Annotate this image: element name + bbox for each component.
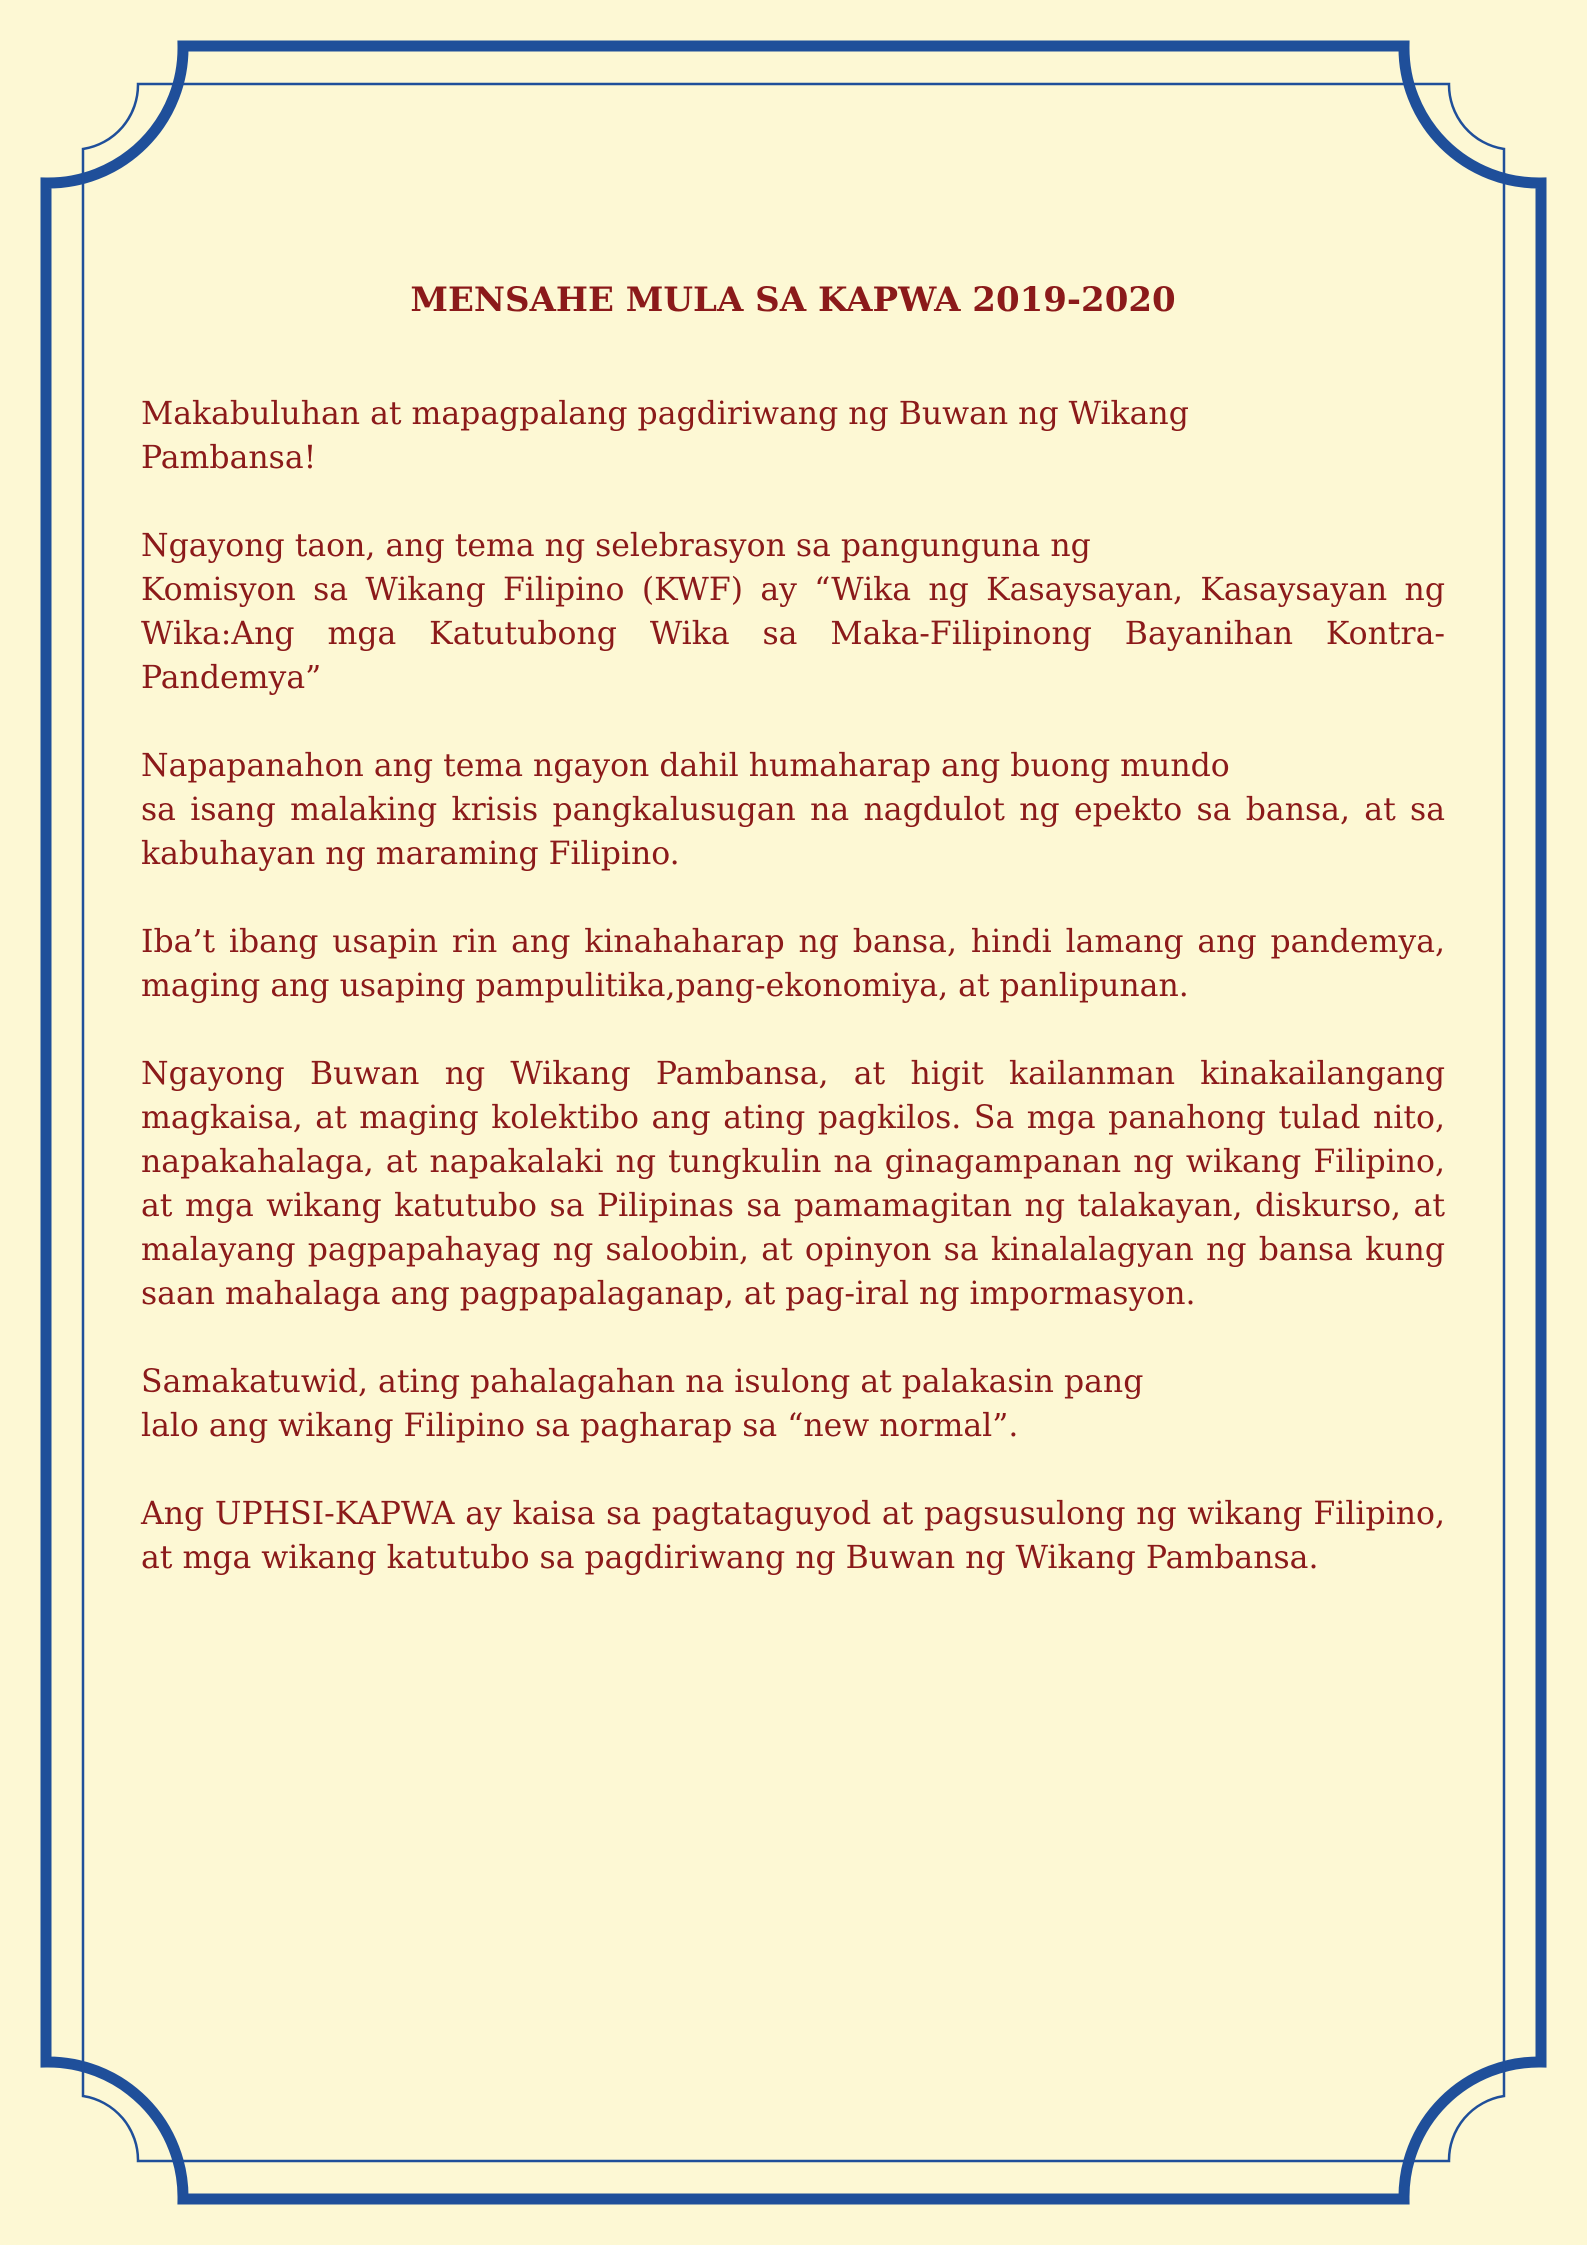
greeting-paragraph [141,392,1445,480]
timeliness-paragraph [141,744,1445,876]
page-title: MENSAHE MULA SA KAPWA 2019-2020 [410,280,1176,320]
message-content [141,280,1445,1624]
paragraph-line: Napapanahon ang tema ngayon dahil humaharap ang buong mundo [141,748,1230,784]
paragraph-line: Pambansa! [141,440,317,476]
paragraph-line: Makabuluhan at mapagpalang pagdiriwang ng Buwan ng Wikang [141,396,1189,432]
closing-paragraph: Ang UPHSI-KAPWA ay kaisa sa pagtataguyod at pagsusulong ng wikang Filipino, at mga wikang katutubo sa pagdiriwang ng Buwan ng Wikang Pambansa. [141,1496,1445,1576]
theme-paragraph [141,524,1445,700]
paragraph-line: Samakatuwid, ating pahalagahan na isulong at palakasin pang [141,1364,1144,1400]
paragraph-line: Ngayong taon, ang tema ng selebrasyon sa pangunguna ng [141,528,1091,564]
new-normal-paragraph [141,1360,1445,1448]
paragraph-line: lalo ang wikang Filipino sa pagharap sa “new normal”. [141,1408,1019,1444]
paragraph-text: sa isang malaking krisis pangkalusugan na nagdulot ng epekto sa bansa, at sa kabuhayan ng maraming Filipino. [141,792,1445,872]
paragraph-text: Komisyon sa Wikang Filipino (KWF) ay “Wika ng Kasaysayan, Kasaysayan ng Wika:Ang mga Katutubong Wika sa Maka-Filipinong Bayanihan Kontra-Pandemya” [141,572,1445,696]
issues-paragraph: Iba’t ibang usapin rin ang kinahaharap ng bansa, hindi lamang ang pandemya, maging ang usaping pampulitika,pang-ekonomiya, at panlipunan. [141,924,1445,1004]
unity-paragraph: Ngayong Buwan ng Wikang Pambansa, at higit kailanman kinakailangang magkaisa, at maging kolektibo ang ating pagkilos. Sa mga panahong tulad nito, napakahalaga, at napakalaki ng tungkulin na ginagampanan ng wikang Filipino, at mga wikang katutubo sa Pilipinas sa pamamagitan ng talakayan, diskurso, at malayang pagpapahayag ng saloobin, at opinyon sa kinalalagyan ng bansa kung saan mahalaga ang pagpapalaganap, at pag-iral ng impormasyon. [141,1056,1445,1312]
